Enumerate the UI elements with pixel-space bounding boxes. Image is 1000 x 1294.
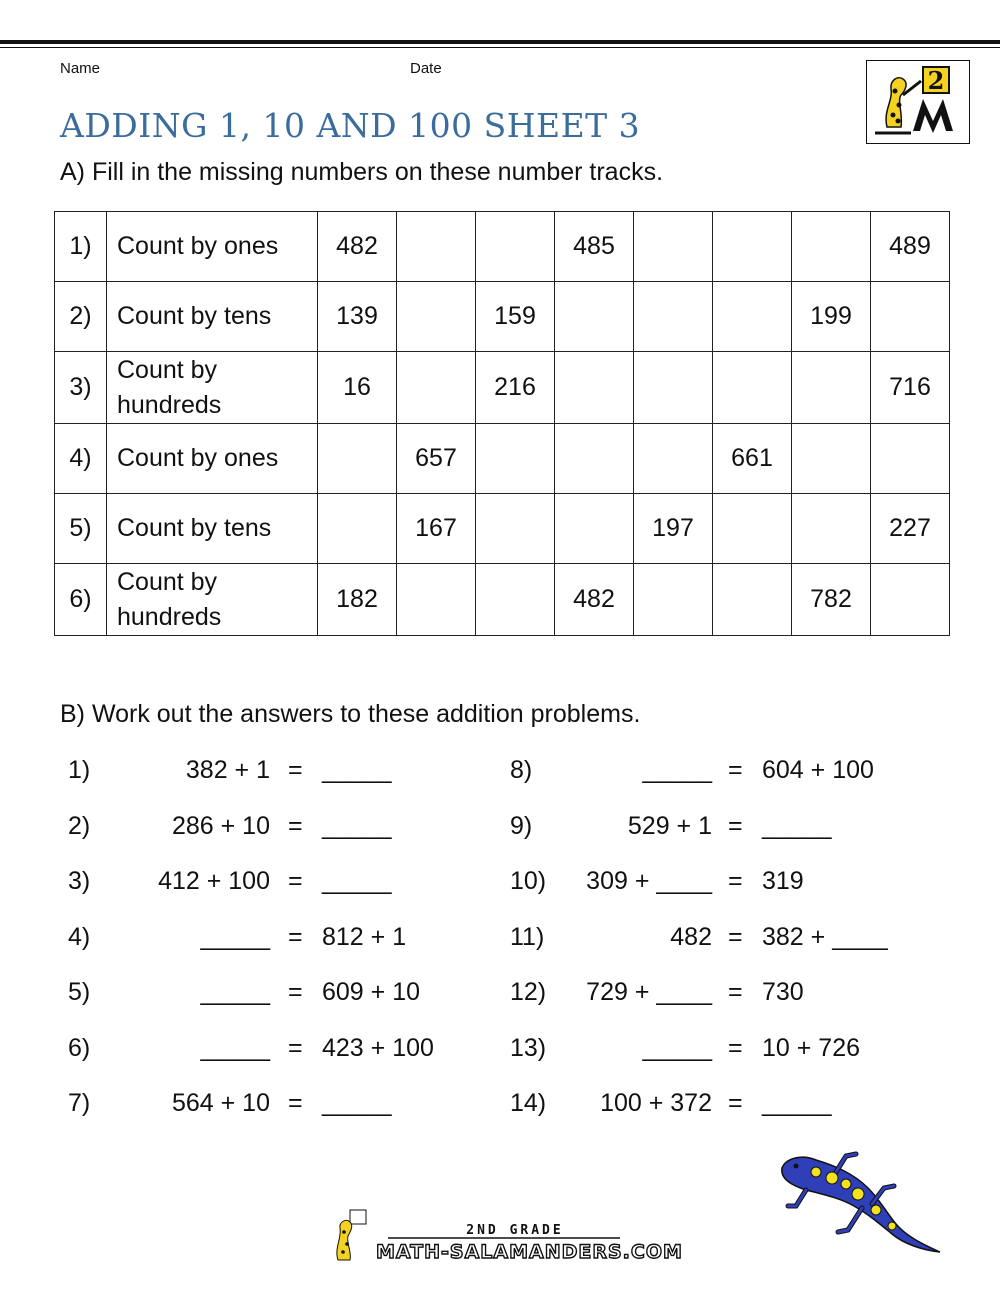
problem-left-side[interactable]: _____ bbox=[642, 1033, 712, 1062]
track-row-label: Count by ones bbox=[107, 212, 318, 282]
problem-equals-sign: = bbox=[288, 811, 303, 840]
track-cell-blank[interactable] bbox=[713, 564, 792, 636]
addition-problem bbox=[68, 756, 488, 796]
track-row-number: 6) bbox=[55, 564, 107, 636]
track-cell-blank[interactable] bbox=[318, 424, 397, 494]
problem-number: 2) bbox=[68, 811, 91, 840]
problem-number: 9) bbox=[510, 811, 533, 840]
track-cell-blank[interactable] bbox=[871, 424, 950, 494]
track-cell-blank[interactable] bbox=[634, 352, 713, 424]
top-rule bbox=[0, 40, 1000, 44]
problem-left-side[interactable]: _____ bbox=[200, 1033, 270, 1062]
problem-right-side[interactable]: _____ bbox=[762, 1089, 832, 1117]
addition-problem bbox=[510, 756, 930, 796]
problem-right-side: 812 + 1 bbox=[322, 922, 407, 951]
track-cell: 716 bbox=[871, 352, 950, 424]
track-cell: 227 bbox=[871, 494, 950, 564]
track-cell-blank[interactable] bbox=[792, 212, 871, 282]
problem-equals-sign: = bbox=[728, 1033, 743, 1062]
track-row bbox=[55, 494, 950, 564]
track-cell-blank[interactable] bbox=[555, 424, 634, 494]
problem-left-side: 286 + 10 bbox=[171, 811, 270, 840]
track-cell-blank[interactable] bbox=[792, 494, 871, 564]
addition-problem bbox=[510, 923, 930, 963]
footer-grade-text: 2ND GRADE bbox=[466, 1223, 564, 1238]
track-row-label: Count by hundreds bbox=[107, 564, 318, 636]
problem-equals-sign: = bbox=[728, 978, 743, 1006]
track-row bbox=[55, 424, 950, 494]
track-cell: 167 bbox=[397, 494, 476, 564]
problem-right-side: 604 + 100 bbox=[762, 756, 874, 784]
problem-right-side[interactable]: _____ bbox=[322, 1089, 392, 1117]
problem-equals-sign: = bbox=[728, 922, 743, 951]
track-cell-blank[interactable] bbox=[476, 494, 555, 564]
track-cell-blank[interactable] bbox=[713, 494, 792, 564]
track-cell-blank[interactable] bbox=[713, 352, 792, 424]
addition-problem bbox=[510, 1089, 930, 1129]
problem-right-side[interactable]: _____ bbox=[322, 811, 392, 840]
svg-text:2: 2 bbox=[927, 66, 945, 95]
problem-left-side: 382 + 1 bbox=[185, 756, 270, 784]
problem-number: 4) bbox=[68, 922, 91, 951]
problem-number: 10) bbox=[510, 867, 547, 895]
track-cell-blank[interactable] bbox=[792, 352, 871, 424]
problem-right-side: 10 + 726 bbox=[762, 1033, 861, 1062]
problem-number: 14) bbox=[510, 1089, 547, 1117]
track-cell-blank[interactable] bbox=[555, 282, 634, 352]
problem-right-side[interactable]: 382 + ____ bbox=[762, 922, 888, 951]
track-cell-blank[interactable] bbox=[397, 212, 476, 282]
track-cell-blank[interactable] bbox=[634, 424, 713, 494]
track-cell-blank[interactable] bbox=[713, 212, 792, 282]
problem-number: 7) bbox=[68, 1089, 91, 1117]
track-cell-blank[interactable] bbox=[476, 424, 555, 494]
problem-number: 8) bbox=[510, 756, 533, 784]
section-b-instruction: B) Work out the answers to these addition problems. bbox=[60, 700, 641, 728]
track-cell-blank[interactable] bbox=[871, 564, 950, 636]
problem-right-side: 319 bbox=[762, 867, 804, 895]
track-cell: 159 bbox=[476, 282, 555, 352]
problem-equals-sign: = bbox=[288, 922, 303, 951]
track-cell-blank[interactable] bbox=[397, 352, 476, 424]
salamander-illustration bbox=[776, 1150, 942, 1260]
track-cell: 197 bbox=[634, 494, 713, 564]
problem-left-side: 482 bbox=[670, 922, 712, 951]
problem-left-side: 529 + 1 bbox=[627, 811, 712, 840]
problem-number: 5) bbox=[68, 978, 91, 1006]
name-label: Name bbox=[60, 60, 101, 77]
addition-problem bbox=[68, 1089, 488, 1129]
track-row-label: Count by ones bbox=[107, 424, 318, 494]
problem-right-side: 730 bbox=[762, 978, 804, 1006]
track-row bbox=[55, 212, 950, 282]
problem-equals-sign: = bbox=[288, 756, 303, 784]
math-salamanders-footer-logo bbox=[330, 1208, 683, 1264]
addition-problem bbox=[68, 867, 488, 907]
problem-number: 12) bbox=[510, 978, 547, 1006]
problem-right-side[interactable]: _____ bbox=[322, 867, 392, 895]
track-cell: 199 bbox=[792, 282, 871, 352]
problem-equals-sign: = bbox=[728, 867, 743, 895]
track-cell-blank[interactable] bbox=[318, 494, 397, 564]
addition-problem bbox=[510, 978, 930, 1018]
track-cell: 16 bbox=[318, 352, 397, 424]
track-cell: 782 bbox=[792, 564, 871, 636]
track-cell: 661 bbox=[713, 424, 792, 494]
problem-left-side[interactable]: 309 + ____ bbox=[586, 867, 712, 895]
track-row-label: Count by tens bbox=[107, 282, 318, 352]
problem-number: 11) bbox=[510, 922, 545, 951]
track-cell-blank[interactable] bbox=[871, 282, 950, 352]
problem-equals-sign: = bbox=[288, 1033, 303, 1062]
track-cell-blank[interactable] bbox=[555, 352, 634, 424]
problem-left-side[interactable]: _____ bbox=[200, 922, 270, 951]
number-tracks-table bbox=[54, 211, 950, 636]
track-cell: 482 bbox=[555, 564, 634, 636]
top-rule-thin bbox=[0, 47, 1000, 48]
problem-equals-sign: = bbox=[728, 811, 743, 840]
footer-site-text: MATH-SALAMANDERS.COM bbox=[376, 1241, 683, 1263]
track-cell: 182 bbox=[318, 564, 397, 636]
track-cell: 489 bbox=[871, 212, 950, 282]
track-row bbox=[55, 352, 950, 424]
track-cell: 657 bbox=[397, 424, 476, 494]
addition-problem bbox=[68, 978, 488, 1018]
addition-problem bbox=[510, 1034, 930, 1074]
problem-number: 1) bbox=[68, 756, 91, 784]
problem-right-side[interactable]: _____ bbox=[322, 756, 392, 784]
track-cell-blank[interactable] bbox=[634, 564, 713, 636]
track-cell-blank[interactable] bbox=[476, 212, 555, 282]
date-label: Date bbox=[410, 60, 442, 77]
problem-equals-sign: = bbox=[728, 756, 743, 784]
addition-problem bbox=[510, 812, 930, 852]
problem-left-side: 564 + 10 bbox=[171, 1089, 270, 1117]
track-row-label: Count by hundreds bbox=[107, 352, 318, 424]
track-row-number: 2) bbox=[55, 282, 107, 352]
problem-equals-sign: = bbox=[288, 867, 303, 895]
track-row bbox=[55, 564, 950, 636]
track-cell-blank[interactable] bbox=[792, 424, 871, 494]
problem-left-side[interactable]: _____ bbox=[200, 978, 270, 1006]
track-cell-blank[interactable] bbox=[397, 564, 476, 636]
track-cell-blank[interactable] bbox=[555, 494, 634, 564]
page-title: ADDING 1, 10 AND 100 SHEET 3 bbox=[60, 106, 641, 145]
problem-equals-sign: = bbox=[288, 978, 303, 1006]
track-cell-blank[interactable] bbox=[634, 282, 713, 352]
track-row-number: 3) bbox=[55, 352, 107, 424]
problem-number: 6) bbox=[68, 1033, 91, 1062]
problem-left-side: 100 + 372 bbox=[600, 1089, 712, 1117]
problem-right-side[interactable]: _____ bbox=[762, 811, 832, 840]
problem-right-side: 609 + 10 bbox=[322, 978, 421, 1006]
track-cell-blank[interactable] bbox=[634, 212, 713, 282]
track-row-number: 1) bbox=[55, 212, 107, 282]
problem-number: 13) bbox=[510, 1033, 547, 1062]
track-cell: 216 bbox=[476, 352, 555, 424]
track-row bbox=[55, 282, 950, 352]
section-a-instruction: A) Fill in the missing numbers on these number tracks. bbox=[60, 158, 664, 186]
addition-problem bbox=[68, 812, 488, 852]
problem-equals-sign: = bbox=[728, 1089, 743, 1117]
problem-number: 3) bbox=[68, 867, 91, 895]
addition-problem bbox=[510, 867, 930, 907]
addition-problem bbox=[68, 923, 488, 963]
addition-problem bbox=[68, 1034, 488, 1074]
footer-salamander-icon bbox=[337, 1210, 366, 1260]
salamander-logo-icon bbox=[867, 61, 969, 143]
problem-left-side[interactable]: _____ bbox=[642, 756, 712, 784]
problem-left-side[interactable]: 729 + ____ bbox=[586, 978, 712, 1006]
problem-left-side: 412 + 100 bbox=[158, 867, 270, 895]
problem-equals-sign: = bbox=[288, 1089, 303, 1117]
track-row-label: Count by tens bbox=[107, 494, 318, 564]
track-row-number: 4) bbox=[55, 424, 107, 494]
track-cell: 482 bbox=[318, 212, 397, 282]
track-cell-blank[interactable] bbox=[397, 282, 476, 352]
problem-right-side: 423 + 100 bbox=[322, 1033, 434, 1062]
track-cell: 485 bbox=[555, 212, 634, 282]
track-cell: 139 bbox=[318, 282, 397, 352]
salamander-logo-badge bbox=[866, 60, 970, 144]
track-cell-blank[interactable] bbox=[476, 564, 555, 636]
track-cell-blank[interactable] bbox=[713, 282, 792, 352]
track-row-number: 5) bbox=[55, 494, 107, 564]
